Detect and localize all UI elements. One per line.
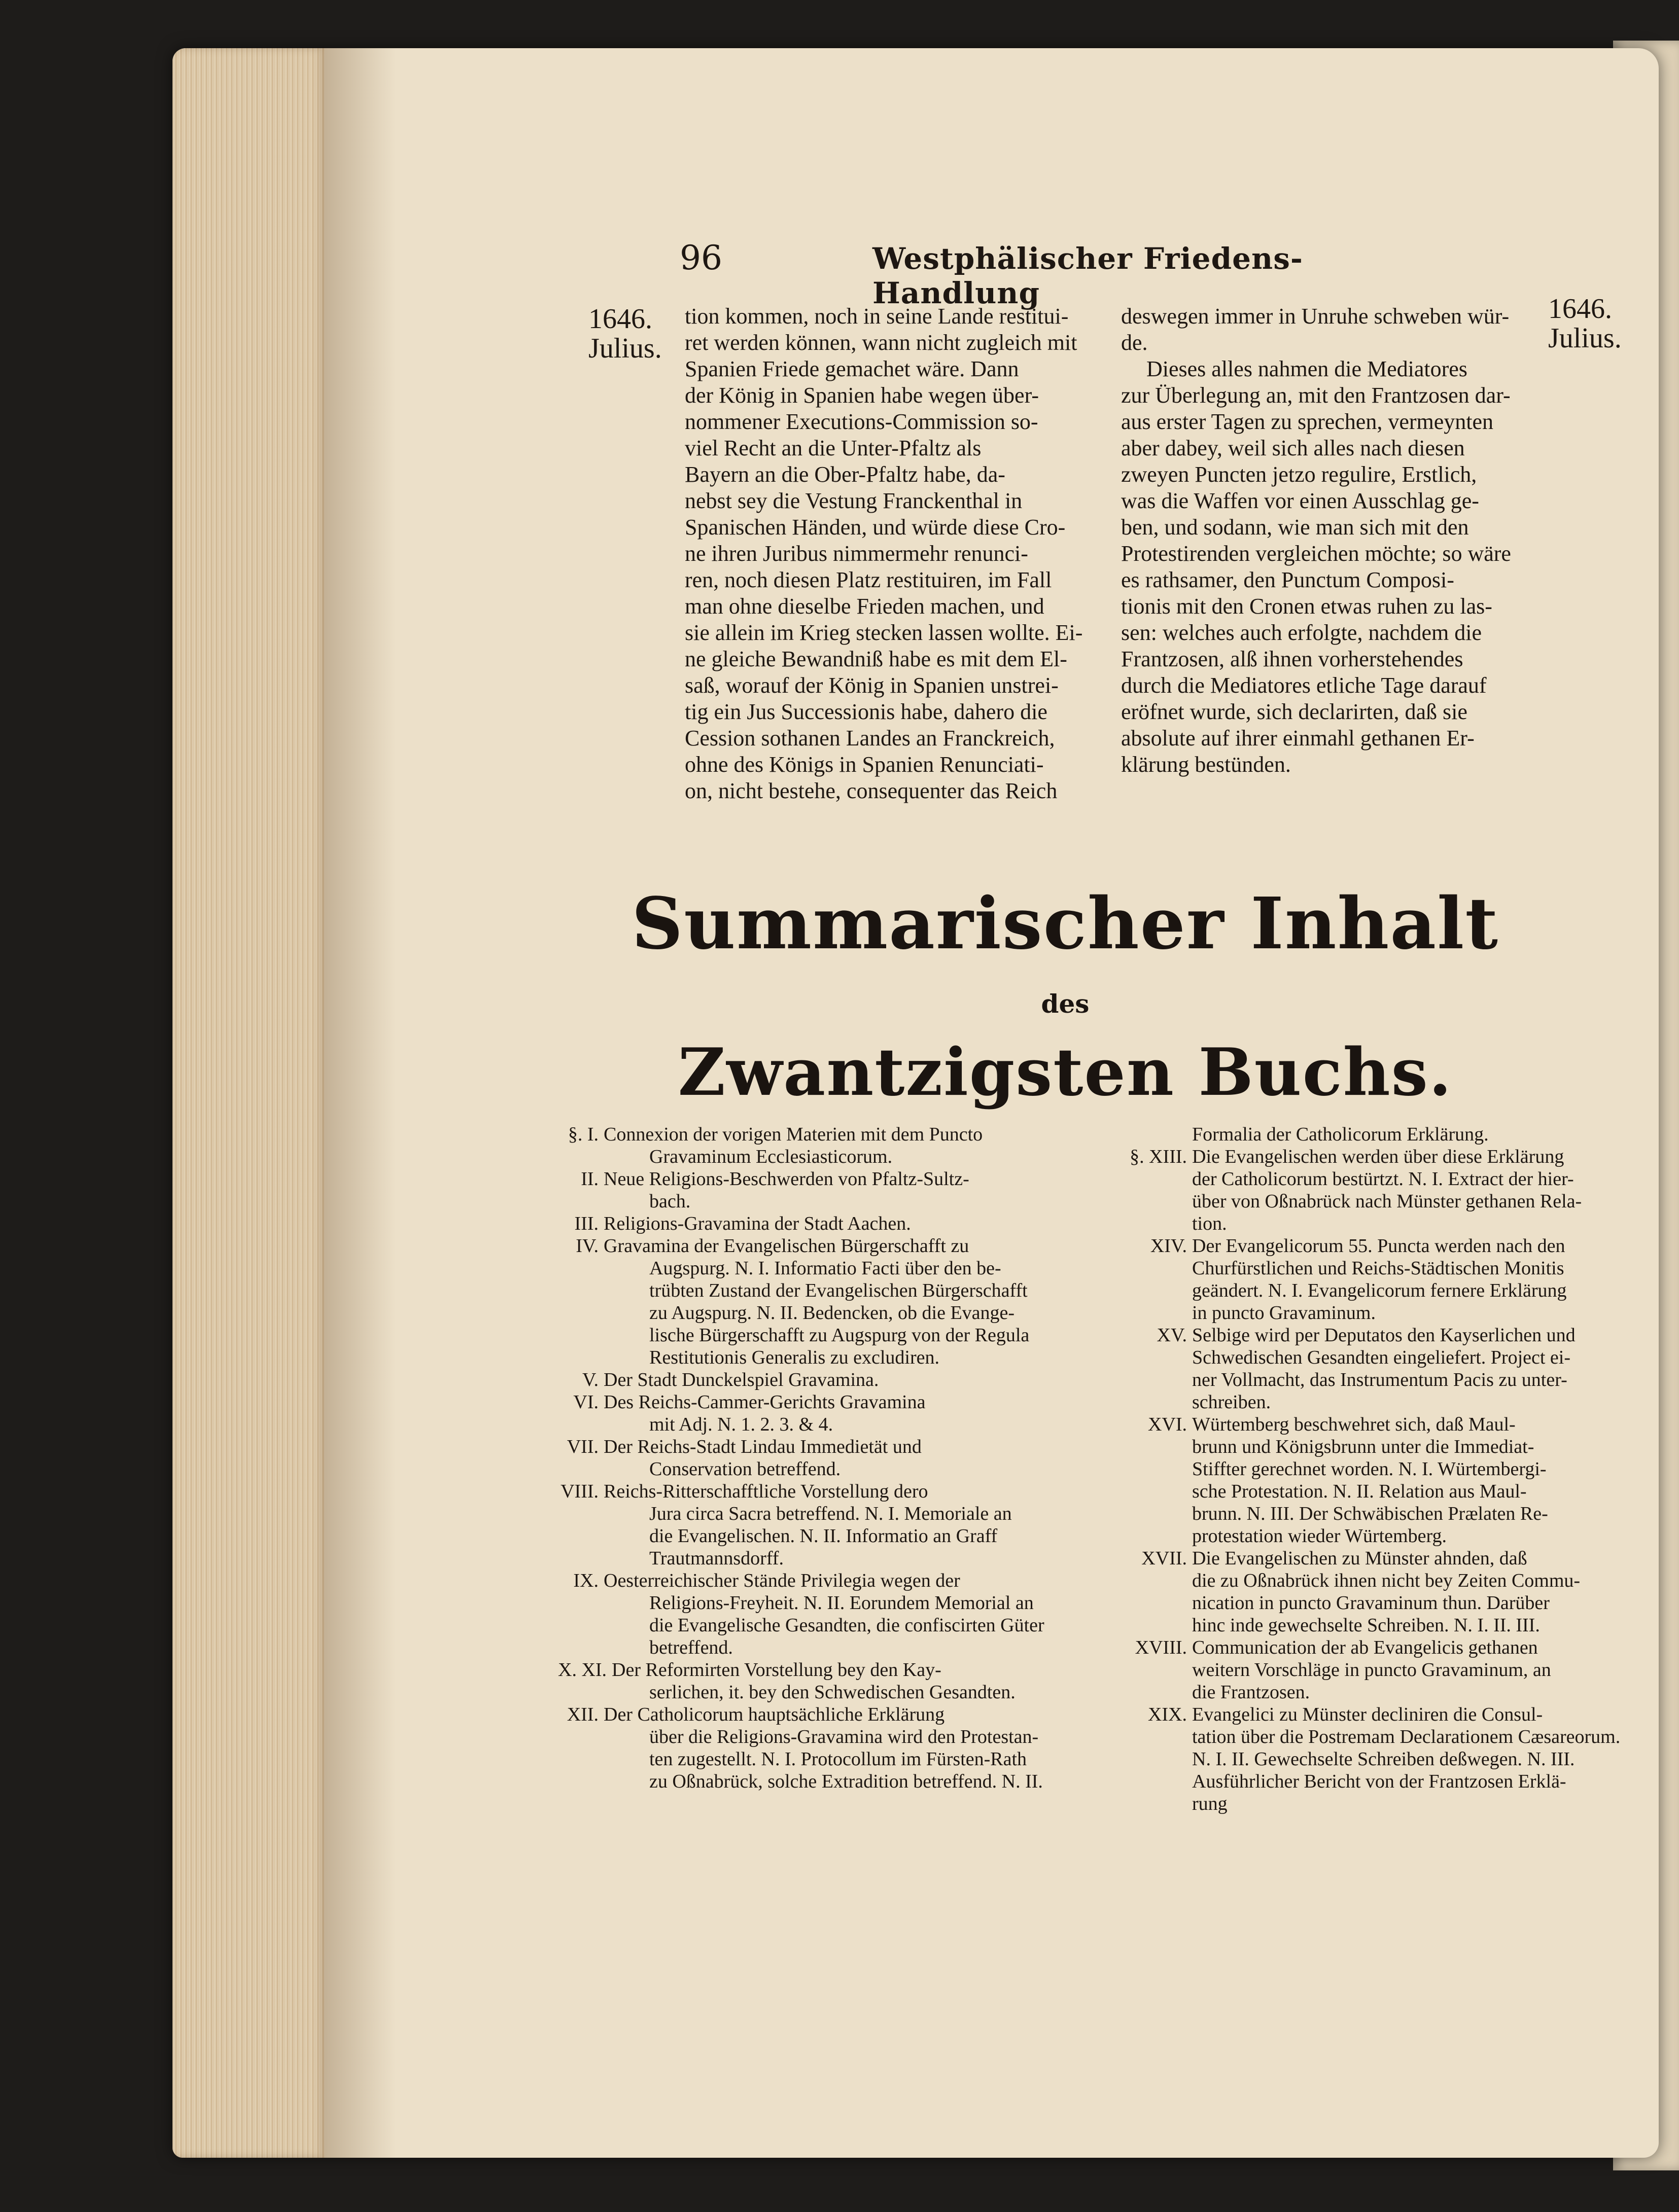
toc-entry (1121, 1458, 1621, 1480)
section-headline: Summarischer Inhalt (632, 882, 1499, 966)
toc-entry-text: N. I. II. Gewechselte Schreiben deßwegen. N. III. (1192, 1749, 1575, 1770)
toc-entry (558, 1146, 1111, 1168)
toc-entry (1121, 1793, 1621, 1815)
toc-entry-text: die Evangelischen. N. II. Informatio an Graff (649, 1525, 998, 1547)
toc-entry-text: der Catholicorum bestürtzt. N. I. Extract der hier- (1192, 1168, 1574, 1190)
toc-entry-text: Würtemberg beschwehret sich, daß Maul- (1192, 1414, 1516, 1435)
right-margin-year: 1646. (1548, 293, 1612, 325)
toc-entry (1121, 1257, 1621, 1279)
toc-entry-text: hinc inde gewechselte Schreiben. N. I. II. III. (1192, 1615, 1540, 1636)
toc-entry-text: bach. (649, 1191, 691, 1212)
toc-entry (1121, 1413, 1621, 1436)
toc-entry (1121, 1770, 1621, 1793)
toc-entry-text: die Frantzosen. (1192, 1682, 1310, 1703)
toc-entry (1121, 1726, 1621, 1748)
body-line: on, nicht bestehe, consequenter das Reich (685, 778, 1058, 803)
toc-entry-number (558, 1346, 604, 1369)
toc-entry-text: Jura circa Sacra betreffend. N. I. Memoriale an (649, 1503, 1012, 1524)
body-line: der König in Spanien habe wegen über- (685, 383, 1039, 408)
left-margin-year: 1646. (588, 303, 652, 335)
toc-entry-number (1121, 1748, 1192, 1770)
toc-entry (558, 1480, 1111, 1503)
toc-entry-text: zu Augspurg. N. II. Bedencken, ob die Evange- (649, 1302, 1015, 1324)
toc-entry-text: Die Evangelischen zu Münster ahnden, daß (1192, 1548, 1527, 1569)
body-line: Dieses alles nahmen die Mediatores (1146, 356, 1467, 381)
toc-entry-number: X. XI. (558, 1659, 607, 1681)
toc-entry (1121, 1547, 1621, 1569)
body-line: ne ihren Juribus nimmermehr renunci- (685, 541, 1028, 566)
body-line: Spanischen Händen, und würde diese Cro- (685, 515, 1066, 540)
toc-entry (558, 1324, 1111, 1346)
page-header (680, 238, 1380, 310)
toc-entry-text: Gravamina der Evangelischen Bürgerschafft zu (604, 1235, 969, 1257)
toc-entry-number (558, 1503, 604, 1525)
body-line: Cession sothanen Landes an Franckreich, (685, 726, 1055, 751)
toc-entry (558, 1659, 1111, 1681)
body-line: tionis mit den Cronen etwas ruhen zu las- (1121, 594, 1492, 619)
toc-entry (558, 1525, 1111, 1547)
toc-entry (558, 1569, 1111, 1592)
toc-entry-number (1121, 1770, 1192, 1793)
toc-entry (558, 1592, 1111, 1614)
toc-entry-text: Evangelici zu Münster decliniren die Consul- (1192, 1704, 1543, 1725)
toc-entry-number (558, 1146, 604, 1168)
toc-right-column (1121, 1123, 1621, 1815)
toc-entry-number: II. (581, 1168, 599, 1190)
body-line: ren, noch diesen Platz restituiren, im Fall (685, 567, 1052, 592)
toc-entry-number (1121, 1123, 1192, 1146)
toc-entry (558, 1279, 1111, 1302)
toc-entry-text: die zu Oßnabrück ihnen nicht bey Zeiten Commu- (1192, 1570, 1581, 1591)
toc-entry (558, 1302, 1111, 1324)
toc-entry (558, 1636, 1111, 1659)
body-line: nommener Executions-Commission so- (685, 409, 1038, 434)
toc-entry (558, 1703, 1111, 1726)
section-headline-connector: des (1041, 989, 1090, 1019)
body-line: sie allein im Krieg stecken lassen wollte. Ei- (685, 620, 1083, 645)
toc-entry-number (558, 1324, 604, 1346)
toc-entry (558, 1391, 1111, 1413)
toc-entry-number (1121, 1569, 1192, 1592)
body-line: klärung bestünden. (1121, 752, 1291, 777)
toc-entry-text: tation über die Postremam Declarationem Cæsareorum. (1192, 1726, 1621, 1747)
body-line: durch die Mediatores etliche Tage darauf (1121, 673, 1487, 698)
toc-entry (1121, 1324, 1621, 1346)
toc-left-column (558, 1123, 1111, 1793)
toc-entry-number (1121, 1614, 1192, 1636)
body-line: zur Überlegung an, mit den Frantzosen dar- (1121, 383, 1511, 408)
toc-entry-number: VII. (567, 1436, 599, 1457)
toc-entry-number (558, 1302, 604, 1324)
body-line: de. (1121, 330, 1148, 355)
toc-entry (1121, 1525, 1621, 1547)
toc-entry-text: Religions-Gravamina der Stadt Aachen. (604, 1213, 911, 1234)
toc-entry-number (1121, 1279, 1192, 1302)
body-line: tion kommen, noch in seine Lande restitui- (685, 304, 1069, 329)
toc-entry-text: Des Reichs-Cammer-Gerichts Gravamina (604, 1392, 926, 1413)
body-line: nebst sey die Vestung Franckenthal in (685, 488, 1023, 513)
toc-entry-text: Der Evangelicorum 55. Puncta werden nach den (1192, 1235, 1565, 1257)
toc-entry-number: §. XIII. (1130, 1146, 1187, 1167)
body-line: was die Waffen vor einen Ausschlag ge- (1121, 488, 1479, 513)
toc-entry-text: Conservation betreffend. (649, 1458, 841, 1480)
toc-entry-text: Der Reformirten Vorstellung bey den Kay- (612, 1659, 941, 1681)
toc-entry-text: Gravaminum Ecclesiasticorum. (649, 1146, 893, 1167)
toc-entry (558, 1346, 1111, 1369)
body-line: saß, worauf der König in Spanien unstrei- (685, 673, 1059, 698)
toc-entry-text: weitern Vorschläge in puncto Gravaminum, an (1192, 1659, 1551, 1681)
toc-entry-number: III. (574, 1213, 599, 1234)
toc-entry-number: XIX. (1147, 1704, 1187, 1725)
toc-entry (1121, 1748, 1621, 1770)
toc-entry-text: Augspurg. N. I. Informatio Facti über den be- (649, 1258, 1001, 1279)
body-left-column (685, 303, 1098, 804)
toc-entry (558, 1436, 1111, 1458)
toc-entry-text: ner Vollmacht, das Instrumentum Pacis zu unter- (1192, 1369, 1567, 1390)
toc-entry-text: serlichen, it. bey den Schwedischen Gesandten. (649, 1682, 1016, 1703)
toc-entry-text: trübten Zustand der Evangelischen Bürgerschafft (649, 1280, 1028, 1301)
toc-entry (1121, 1614, 1621, 1636)
toc-entry-number (1121, 1257, 1192, 1279)
toc-entry-number (1121, 1503, 1192, 1525)
toc-entry (1121, 1302, 1621, 1324)
toc-entry-text: Connexion der vorigen Materien mit dem Puncto (604, 1124, 983, 1145)
toc-entry-text: Oesterreichischer Stände Privilegia wegen der (604, 1570, 960, 1591)
toc-entry (1121, 1391, 1621, 1413)
toc-entry-number (1121, 1168, 1192, 1190)
toc-entry-text: Religions-Freyheit. N. II. Eorundem Memorial an (649, 1592, 1034, 1614)
toc-entry-number (1121, 1681, 1192, 1703)
toc-entry (1121, 1503, 1621, 1525)
left-margin-date (588, 304, 662, 363)
toc-entry-text: Der Catholicorum hauptsächliche Erklärung (604, 1704, 945, 1725)
toc-entry (1121, 1436, 1621, 1458)
right-margin-month: Julius. (1548, 323, 1622, 354)
toc-entry (558, 1413, 1111, 1436)
toc-entry (558, 1614, 1111, 1636)
toc-entry (558, 1123, 1111, 1146)
right-margin-date (1548, 294, 1622, 353)
toc-entry-text: über die Religions-Gravamina wird den Protestan- (649, 1726, 1039, 1747)
toc-entry-number (558, 1726, 604, 1748)
toc-entry-text: rung (1192, 1793, 1228, 1814)
toc-entry-number (558, 1190, 604, 1212)
toc-entry (558, 1726, 1111, 1748)
body-line: ret werden können, wann nicht zugleich mit (685, 330, 1077, 355)
toc-entry-text: schreiben. (1192, 1392, 1271, 1413)
toc-entry-text: Selbige wird per Deputatos den Kayserlichen und (1192, 1325, 1576, 1346)
toc-entry-text: Ausführlicher Bericht von der Frantzosen Erklä- (1192, 1771, 1566, 1792)
toc-entry-number (558, 1614, 604, 1636)
toc-entry-text: ten zugestellt. N. I. Protocollum im Fürsten-Rath (649, 1749, 1027, 1770)
toc-entry-number (1121, 1793, 1192, 1815)
toc-entry (1121, 1636, 1621, 1659)
toc-entry-number (1121, 1391, 1192, 1413)
body-line: Spanien Friede gemachet wäre. Dann (685, 356, 1019, 381)
toc-entry (1121, 1480, 1621, 1503)
toc-entry-number (1121, 1726, 1192, 1748)
toc-entry-number (558, 1748, 604, 1770)
toc-entry (558, 1748, 1111, 1770)
toc-entry-text: brunn. N. III. Der Schwäbischen Prælaten Re- (1192, 1503, 1548, 1524)
body-line: Bayern an die Ober-Pfaltz habe, da- (685, 462, 1005, 487)
toc-entry (558, 1168, 1111, 1190)
toc-entry-text: Reichs-Ritterschafftliche Vorstellung dero (604, 1481, 928, 1502)
body-line: ohne des Königs in Spanien Renunciati- (685, 752, 1044, 777)
toc-entry-number: XVII. (1141, 1548, 1187, 1569)
toc-entry-text: Die Evangelischen werden über diese Erklärung (1192, 1146, 1564, 1167)
toc-entry-number (1121, 1592, 1192, 1614)
toc-entry (1121, 1190, 1621, 1212)
toc-entry (558, 1503, 1111, 1525)
toc-entry-text: tion. (1192, 1213, 1227, 1234)
toc-entry-text: Formalia der Catholicorum Erklärung. (1192, 1124, 1489, 1145)
toc-entry-number: VI. (573, 1392, 599, 1413)
toc-entry-number (1121, 1436, 1192, 1458)
toc-entry-number: V. (582, 1369, 599, 1390)
toc-entry-text: Der Stadt Dunckelspiel Gravamina. (604, 1369, 879, 1390)
body-line: viel Recht an die Unter-Pfaltz als (685, 436, 982, 460)
toc-entry-text: Churfürstlichen und Reichs-Städtischen Monitis (1192, 1258, 1564, 1279)
body-right-column (1121, 303, 1532, 778)
body-line: deswegen immer in Unruhe schweben wür- (1121, 304, 1510, 329)
toc-entry-number (558, 1525, 604, 1547)
toc-entry (1121, 1235, 1621, 1257)
toc-entry-text: protestation wieder Würtemberg. (1192, 1525, 1447, 1547)
toc-entry (1121, 1592, 1621, 1614)
toc-entry-number: VIII. (561, 1481, 599, 1502)
body-line: absolute auf ihrer einmahl gethanen Er- (1121, 726, 1475, 751)
toc-entry-number: XV. (1157, 1325, 1187, 1346)
toc-entry-text: betreffend. (649, 1637, 733, 1658)
toc-entry-number: XVIII. (1135, 1637, 1187, 1658)
body-line: ben, und sodann, wie man sich mit den (1121, 515, 1469, 540)
toc-entry (558, 1681, 1111, 1703)
toc-entry-number (1121, 1659, 1192, 1681)
toc-entry-text: die Evangelische Gesandten, die confiscirten Güter (649, 1615, 1044, 1636)
toc-entry (1121, 1569, 1621, 1592)
toc-entry-number (1121, 1302, 1192, 1324)
toc-entry-text: Der Reichs-Stadt Lindau Immedietät und (604, 1436, 922, 1457)
page-block-edges (172, 48, 325, 2158)
toc-entry-number (1121, 1346, 1192, 1369)
toc-entry (558, 1257, 1111, 1279)
toc-entry (1121, 1369, 1621, 1391)
toc-entry-text: Stiffter gerechnet worden. N. I. Würtembergi- (1192, 1458, 1547, 1480)
toc-entry (558, 1770, 1111, 1793)
toc-entry-number (1121, 1212, 1192, 1235)
toc-entry-number: IX. (573, 1570, 599, 1591)
toc-entry-number (558, 1770, 604, 1793)
toc-entry-text: Trautmannsdorff. (649, 1548, 784, 1569)
toc-entry (558, 1190, 1111, 1212)
body-line: Frantzosen, alß ihnen vorherstehendes (1121, 647, 1463, 671)
body-line: ne gleiche Bewandniß habe es mit dem El- (685, 647, 1067, 671)
toc-entry-text: über von Oßnabrück nach Münster gethanen Rela- (1192, 1191, 1582, 1212)
toc-entry (1121, 1279, 1621, 1302)
toc-entry-text: brunn und Königsbrunn unter die Immediat- (1192, 1436, 1534, 1457)
toc-entry-text: Schwedischen Gesandten eingeliefert. Project ei- (1192, 1347, 1570, 1368)
toc-entry-text: sche Protestation. N. II. Relation aus Maul- (1192, 1481, 1527, 1502)
toc-entry-number (1121, 1369, 1192, 1391)
toc-entry-number: §. I. (568, 1124, 599, 1145)
body-line: man ohne dieselbe Frieden machen, und (685, 594, 1044, 619)
body-line: es rathsamer, den Punctum Composi- (1121, 567, 1454, 592)
running-title: Westphälischer Friedens-Handlung (872, 241, 1303, 310)
toc-entry-number: XII. (567, 1704, 599, 1725)
toc-entry-text: lische Bürgerschafft zu Augspurg von der Regula (649, 1325, 1030, 1346)
toc-entry-text: in puncto Gravaminum. (1192, 1302, 1376, 1324)
toc-entry (1121, 1123, 1621, 1146)
toc-entry (558, 1235, 1111, 1257)
toc-entry (1121, 1146, 1621, 1168)
toc-entry-text: nication in puncto Gravaminum thun. Darüber (1192, 1592, 1550, 1614)
toc-entry-number (558, 1547, 604, 1569)
toc-entry (1121, 1659, 1621, 1681)
toc-entry-number (558, 1257, 604, 1279)
body-line: zweyen Puncten jetzo regulire, Erstlich, (1121, 462, 1477, 487)
section-subheadline: Zwantzigsten Buchs. (678, 1034, 1453, 1111)
toc-entry-text: mit Adj. N. 1. 2. 3. & 4. (649, 1414, 833, 1435)
toc-entry-text: geändert. N. I. Evangelicorum fernere Erklärung (1192, 1280, 1567, 1301)
body-line: aus erster Tagen zu sprechen, vermeynten (1121, 409, 1494, 434)
body-line: Protestirenden vergleichen möchte; so wäre (1121, 541, 1511, 566)
toc-entry-text: Restitutionis Generalis zu excludiren. (649, 1347, 939, 1368)
toc-entry-number: XVI. (1147, 1414, 1187, 1435)
toc-entry (558, 1547, 1111, 1569)
gutter-shadow (325, 48, 396, 2158)
body-line: aber dabey, weil sich alles nach diesen (1121, 436, 1465, 460)
toc-entry-text: Neue Religions-Beschwerden von Pfaltz-Sultz- (604, 1168, 969, 1190)
toc-entry (1121, 1168, 1621, 1190)
toc-entry-number (558, 1681, 604, 1703)
page-number: 96 (680, 238, 722, 277)
toc-entry-number (1121, 1525, 1192, 1547)
toc-entry (558, 1458, 1111, 1480)
toc-entry-number: IV. (576, 1235, 599, 1257)
toc-entry-number: XIV. (1150, 1235, 1187, 1257)
toc-entry (1121, 1703, 1621, 1726)
toc-entry (558, 1212, 1111, 1235)
toc-entry-number (558, 1279, 604, 1302)
body-line: sen: welches auch erfolgte, nachdem die (1121, 620, 1482, 645)
toc-entry (1121, 1346, 1621, 1369)
body-line: eröfnet wurde, sich declarirten, daß sie (1121, 699, 1467, 724)
toc-entry (1121, 1212, 1621, 1235)
left-margin-month: Julius. (588, 333, 662, 364)
toc-entry-number (558, 1592, 604, 1614)
toc-entry (1121, 1681, 1621, 1703)
toc-entry-text: zu Oßnabrück, solche Extradition betreffend. N. II. (649, 1771, 1043, 1792)
toc-entry-number (558, 1636, 604, 1659)
toc-entry-number (1121, 1480, 1192, 1503)
toc-entry-number (558, 1413, 604, 1436)
toc-entry-text: Communication der ab Evangelicis gethanen (1192, 1637, 1538, 1658)
toc-entry (558, 1369, 1111, 1391)
body-line: tig ein Jus Successionis habe, dahero die (685, 699, 1047, 724)
toc-entry-number (558, 1458, 604, 1480)
toc-entry-number (1121, 1190, 1192, 1212)
toc-entry-number (1121, 1458, 1192, 1480)
